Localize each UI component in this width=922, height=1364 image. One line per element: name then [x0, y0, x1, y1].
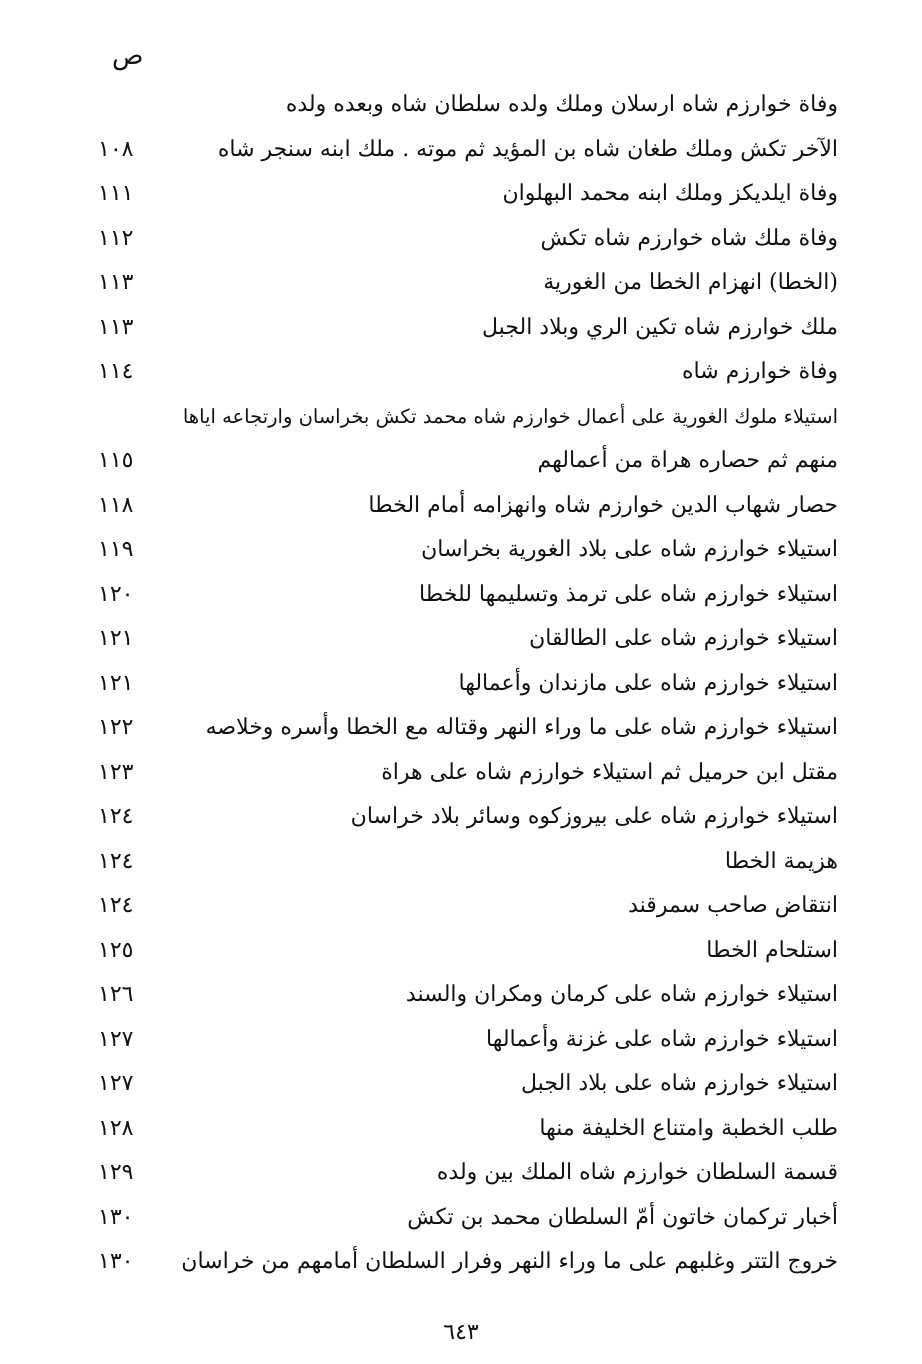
toc-entry-title: مقتل ابن حرميل ثم استيلاء خوارزم شاه على هراة [381, 759, 838, 785]
toc-entry-title: هزيمة الخطا [724, 848, 838, 874]
toc-entry-page: ١٢٤ [98, 848, 134, 874]
toc-entry-title: استيلاء خوارزم شاه على الطالقان [529, 626, 838, 651]
toc-entry-page: ١٣٠ [98, 1204, 134, 1230]
toc-entry-page: ١٢٠ [98, 581, 134, 607]
toc-entry-page: ١٢٢ [98, 715, 134, 740]
toc-entry-page: ١٢٣ [98, 759, 134, 785]
toc-entry [90, 173, 838, 218]
toc-entry [90, 307, 838, 352]
toc-entry-title: حصار شهاب الدين خوارزم شاه وانهزامه أمام الخطا [368, 492, 838, 518]
toc-entry-title: قسمة السلطان خوارزم شاه الملك بين ولده [436, 1160, 838, 1185]
toc-entry [90, 351, 838, 396]
toc-entry-title: استيلاء خوارزم شاه على ما وراء النهر وقتاله مع الخطا وأسره وخلاصه [205, 715, 838, 740]
toc-entry-page: ١١٢ [98, 225, 134, 251]
toc-entry [90, 618, 838, 663]
toc-entry-title: انتقاض صاحب سمرقند [628, 893, 838, 918]
toc-entry [90, 841, 838, 886]
toc-entry-title: استيلاء ملوك الغورية على أعمال خوارزم شاه محمد تكش بخراسان وارتجاعه اياها [182, 404, 838, 428]
toc-entry-page: ١١٤ [98, 359, 134, 384]
toc-entry [90, 84, 838, 129]
toc-entry-page: ١١١ [98, 181, 134, 206]
toc-entry-title: استيلاء خوارزم شاه على ترمذ وتسليمها للخطا [419, 581, 838, 607]
toc-entry-page: ١١٥ [98, 448, 134, 473]
toc-entry [90, 1152, 838, 1197]
toc-entry [90, 218, 838, 263]
toc-entry-page: ١٢٤ [98, 893, 134, 918]
toc-entry [90, 129, 838, 174]
toc-entry [90, 485, 838, 530]
toc-entry [90, 707, 838, 752]
toc-entry-title: الآخر تكش وملك طغان شاه بن المؤيد ثم موته . ملك ابنه سنجر شاه [217, 136, 838, 162]
toc-entry [90, 1019, 838, 1064]
toc-entry-page: ١٢٧ [98, 1071, 134, 1096]
toc-entry-title: طلب الخطبة وامتناع الخليفة منها [539, 1115, 838, 1141]
toc-entry-page: ١٢٩ [98, 1160, 134, 1185]
toc-entry-title: استيلاء خوارزم شاه على مازندان وأعمالها [458, 670, 838, 696]
toc-entry-page: ١١٨ [98, 492, 134, 518]
toc-entry-title: (الخطا) انهزام الخطا من الغورية [543, 270, 838, 295]
toc-entry-page: ١٢٧ [98, 1026, 134, 1052]
toc-entry [90, 930, 838, 975]
toc-entry [90, 796, 838, 841]
toc-entry-page: ١٢٨ [98, 1115, 134, 1141]
toc-entry [90, 440, 838, 485]
toc-entry-title: ملك خوارزم شاه تكين الري وبلاد الجبل [482, 314, 838, 340]
toc-entry-page: ١١٣ [98, 314, 134, 340]
toc-entry-page: ١٢٥ [98, 937, 134, 963]
page-column-label: ص [112, 41, 144, 71]
toc-entry [90, 663, 838, 708]
toc-entry-page: ١٢١ [98, 670, 134, 696]
toc-entry-title: خروج التتر وغلبهم على ما وراء النهر وفرار السلطان أمامهم من خراسان [181, 1249, 838, 1274]
toc-entry-page: ١١٣ [98, 270, 134, 295]
toc-entry-page: ١٣٠ [98, 1249, 134, 1274]
toc-entry-page: ١١٩ [98, 537, 134, 562]
page-number-footer: ٦٤٣ [443, 1320, 479, 1345]
toc-entry-title: استيلاء خوارزم شاه على غزنة وأعمالها [485, 1026, 838, 1052]
toc-entry [90, 262, 838, 307]
toc-entry-page: ١٢٦ [98, 982, 134, 1007]
toc-entry-title: وفاة ملك شاه خوارزم شاه تكش [540, 225, 838, 251]
toc-entry [90, 752, 838, 797]
toc-entry [90, 974, 838, 1019]
toc-entry-title: أخبار تركمان خاتون أمّ السلطان محمد بن تكش [407, 1204, 838, 1230]
toc-entry-title: وفاة خوارزم شاه [682, 359, 838, 384]
toc-entry [90, 574, 838, 619]
toc-entry [90, 1063, 838, 1108]
toc-entry [90, 1108, 838, 1153]
toc-entry-page: ١٠٨ [98, 136, 134, 162]
toc-entry [90, 1241, 838, 1286]
toc-entry-page: ١٢٤ [98, 804, 134, 829]
toc-entry [90, 529, 838, 574]
toc-entry-title: منهم ثم حصاره هراة من أعمالهم [537, 448, 838, 473]
toc-entry [90, 885, 838, 930]
toc-entry-title: وفاة ايلديكز وملك ابنه محمد البهلوان [502, 181, 838, 206]
table-of-contents [90, 84, 838, 1286]
toc-entry-title: استلحام الخطا [706, 937, 838, 963]
toc-entry [90, 396, 838, 441]
toc-entry-title: استيلاء خوارزم شاه على بيروزكوه وسائر بلاد خراسان [350, 804, 838, 829]
toc-entry [90, 1197, 838, 1242]
toc-entry-page: ١٢١ [98, 626, 134, 651]
toc-entry-title: وفاة خوارزم شاه ارسلان وملك ولده سلطان شاه وبعده ولده [285, 92, 838, 117]
toc-entry-title: استيلاء خوارزم شاه على بلاد الغورية بخراسان [421, 537, 838, 562]
toc-entry-title: استيلاء خوارزم شاه على كرمان ومكران والسند [405, 982, 838, 1007]
toc-entry-title: استيلاء خوارزم شاه على بلاد الجبل [521, 1071, 838, 1096]
